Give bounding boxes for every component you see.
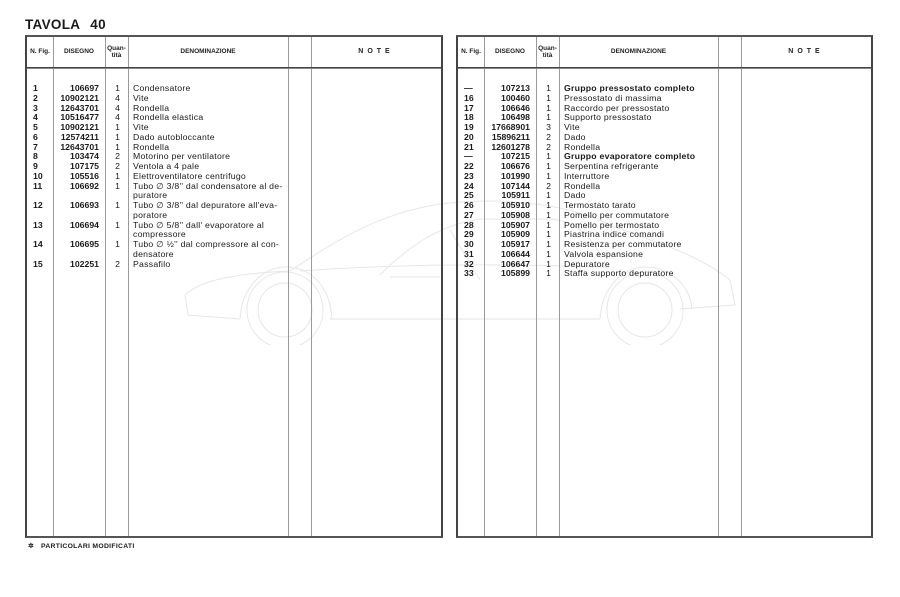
cell-denominazione: Rondella (133, 141, 170, 152)
cell-disegno: 10902121 (60, 92, 99, 103)
cell-fig: 8 (33, 151, 38, 162)
cell-quantita: 1 (546, 170, 551, 181)
cell-disegno: 105516 (70, 170, 99, 181)
cell-disegno: 106498 (501, 112, 530, 123)
cell-denominazione: Supporto pressostato (564, 112, 652, 123)
cell-disegno: 105917 (501, 239, 530, 249)
cell-disegno: 106697 (70, 83, 99, 93)
cell-disegno: 105899 (501, 268, 530, 279)
cell-quantita: 2 (115, 161, 120, 171)
footer-text: PARTICOLARI MODIFICATI (41, 543, 135, 550)
cell-disegno: 106646 (501, 102, 530, 113)
cell-quantita: 4 (115, 102, 120, 113)
cell-disegno: 100460 (501, 92, 530, 103)
cell-quantita: 1 (546, 161, 551, 171)
cell-disegno: 107213 (501, 83, 530, 93)
cell-fig: 20 (464, 131, 474, 142)
header-note: NOTE (788, 48, 824, 56)
cell-disegno: 12643701 (60, 102, 99, 113)
cell-fig: 27 (464, 209, 474, 220)
cell-fig: 28 (464, 219, 474, 230)
page-title (25, 17, 106, 32)
cell-disegno: 106693 (70, 200, 99, 210)
cell-disegno: 12574211 (60, 131, 99, 142)
cell-denominazione: Tubo ∅ 5/8'' dall' evaporatore al compressore (133, 219, 265, 240)
cell-fig: 33 (464, 268, 474, 279)
header-disegno: DISEGNO (495, 48, 525, 56)
cell-quantita: 1 (546, 200, 551, 210)
cell-disegno: 106694 (70, 219, 99, 230)
cell-fig: 10 (33, 170, 43, 181)
cell-quantita: 1 (115, 122, 120, 132)
cell-fig: 26 (464, 200, 474, 210)
header-denominazione: DENOMINAZIONE (180, 48, 236, 56)
cell-fig: 23 (464, 170, 474, 181)
cell-quantita: 1 (546, 229, 551, 240)
title-label: TAVOLA (25, 17, 81, 32)
cell-fig: 29 (464, 229, 474, 240)
cell-disegno: 17668901 (491, 122, 530, 132)
cell-fig: 16 (464, 92, 474, 103)
cell-denominazione: Piastrina indice comandi (564, 229, 665, 240)
cell-disegno: 106695 (70, 239, 99, 249)
cell-fig: 11 (33, 180, 43, 191)
table-row (27, 182, 441, 202)
cell-quantita: 1 (546, 151, 551, 162)
cell-quantita: 1 (115, 239, 120, 249)
cell-disegno: 101990 (501, 170, 530, 181)
table-row (27, 221, 441, 241)
cell-denominazione: Rondella (133, 102, 170, 113)
cell-quantita: 1 (546, 190, 551, 201)
cell-disegno: 105907 (501, 219, 530, 230)
cell-fig: 21 (464, 141, 474, 152)
cell-denominazione: Tubo ∅ ½'' dal compressore al con-densatore (133, 239, 280, 259)
cell-quantita: 1 (546, 219, 551, 230)
cell-quantita: 1 (546, 92, 551, 103)
parts-table-right (456, 35, 873, 538)
cell-fig: 17 (464, 102, 474, 113)
cell-quantita: 2 (546, 141, 551, 152)
cell-fig: 7 (33, 141, 38, 152)
cell-fig: — (464, 83, 473, 93)
cell-denominazione: Vite (564, 122, 580, 132)
cell-denominazione: Ventola a 4 pale (133, 161, 200, 171)
cell-fig: 22 (464, 161, 474, 171)
cell-fig: — (464, 151, 473, 162)
cell-denominazione: Pressostato di massima (564, 92, 662, 103)
cell-quantita: 1 (115, 219, 120, 230)
cell-disegno: 105908 (501, 209, 530, 220)
cell-disegno: 107175 (70, 161, 99, 171)
cell-denominazione: Staffa supporto depuratore (564, 268, 674, 279)
star-icon: ✲ (28, 543, 34, 550)
cell-quantita: 1 (546, 268, 551, 279)
parts-table-left (25, 35, 443, 538)
cell-quantita: 1 (546, 258, 551, 269)
cell-disegno: 103474 (70, 151, 99, 162)
cell-fig: 12 (33, 200, 43, 210)
cell-quantita: 1 (546, 83, 551, 93)
cell-denominazione: Tubo ∅ 3/8'' dal depuratore all'eva-poratore (133, 200, 278, 220)
cell-fig: 18 (464, 112, 474, 123)
cell-fig: 4 (33, 112, 38, 123)
cell-fig: 5 (33, 122, 38, 132)
header-note: NOTE (358, 48, 394, 56)
cell-quantita: 1 (115, 141, 120, 152)
cell-denominazione: Rondella (564, 141, 601, 152)
cell-disegno: 10902121 (60, 122, 99, 132)
cell-denominazione: Rondella elastica (133, 112, 204, 123)
cell-quantita: 3 (546, 122, 551, 132)
cell-denominazione: Valvola espansione (564, 248, 644, 259)
cell-denominazione: Dado (564, 131, 586, 142)
cell-disegno: 10516477 (60, 112, 99, 123)
header-disegno: DISEGNO (64, 48, 94, 56)
cell-quantita: 1 (546, 248, 551, 259)
cell-disegno: 107215 (501, 151, 530, 162)
cell-disegno: 106647 (501, 258, 530, 269)
cell-denominazione: Tubo ∅ 3/8'' dal condensatore al de-puratore (133, 180, 283, 201)
cell-quantita: 4 (115, 92, 120, 103)
header-fig: N. Fig. (30, 48, 50, 56)
cell-denominazione: Depuratore (564, 258, 610, 269)
cell-denominazione: Termostato tarato (564, 200, 636, 210)
cell-disegno: 102251 (70, 258, 99, 269)
table-row (27, 240, 441, 260)
cell-fig: 32 (464, 258, 474, 269)
header-quantita: Quan- tità (107, 44, 126, 59)
cell-disegno: 12601278 (491, 141, 530, 152)
table-number: 40 (90, 17, 106, 32)
cell-denominazione: Gruppo pressostato completo (564, 83, 695, 93)
cell-quantita: 1 (115, 200, 120, 210)
cell-fig: 15 (33, 258, 43, 269)
cell-quantita: 1 (546, 112, 551, 123)
rows-right (458, 84, 871, 279)
cell-fig: 24 (464, 180, 474, 191)
cell-quantita: 2 (546, 131, 551, 142)
header-denominazione: DENOMINAZIONE (610, 48, 667, 56)
cell-denominazione: Dado (564, 190, 586, 201)
cell-fig: 14 (33, 239, 43, 249)
cell-disegno: 106676 (501, 161, 530, 171)
cell-fig: 1 (33, 83, 38, 93)
cell-disegno: 107144 (501, 180, 530, 191)
cell-quantita: 1 (546, 239, 551, 249)
cell-disegno: 105910 (501, 200, 530, 210)
header-quantita: Quan- tità (538, 44, 557, 59)
cell-disegno: 105911 (501, 190, 530, 201)
cell-denominazione: Resistenza per commutatore (564, 239, 682, 249)
cell-fig: 3 (33, 102, 38, 113)
header-fig: N. Fig. (461, 48, 481, 56)
cell-denominazione: Pomello per termostato (564, 219, 660, 230)
cell-disegno: 106644 (501, 248, 530, 259)
cell-quantita: 2 (546, 180, 551, 191)
cell-fig: 2 (33, 92, 38, 103)
cell-quantita: 1 (115, 131, 120, 142)
cell-denominazione: Motorino per ventilatore (133, 151, 231, 162)
cell-disegno: 15896211 (491, 131, 530, 142)
cell-fig: 31 (464, 248, 474, 259)
table-row (27, 260, 441, 270)
cell-quantita: 1 (115, 83, 120, 93)
table-row (27, 201, 441, 221)
cell-fig: 13 (33, 219, 43, 230)
cell-denominazione: Gruppo evaporatore completo (564, 151, 696, 162)
cell-disegno: 106692 (70, 180, 99, 191)
cell-fig: 25 (464, 190, 474, 201)
cell-disegno: 12643701 (60, 141, 99, 152)
cell-denominazione: Interruttore (564, 170, 610, 181)
cell-quantita: 4 (115, 112, 120, 123)
cell-quantita: 2 (115, 151, 120, 162)
cell-denominazione: Passafilo (133, 258, 171, 269)
cell-denominazione: Pomello per commutatore (564, 209, 670, 220)
footer-note (28, 542, 135, 550)
table-row (458, 269, 871, 279)
cell-denominazione: Elettroventilatore centrifugo (133, 170, 247, 181)
cell-denominazione: Serpentina refrigerante (564, 161, 659, 171)
cell-fig: 9 (33, 161, 38, 171)
cell-fig: 30 (464, 239, 474, 249)
cell-fig: 6 (33, 131, 38, 142)
cell-denominazione: Dado autobloccante (133, 131, 215, 142)
cell-denominazione: Vite (133, 92, 149, 103)
cell-quantita: 1 (115, 180, 120, 191)
cell-denominazione: Rondella (564, 180, 601, 191)
cell-quantita: 2 (115, 258, 120, 269)
cell-denominazione: Raccordo per pressostato (564, 102, 670, 113)
cell-quantita: 1 (115, 170, 120, 181)
cell-denominazione: Vite (133, 122, 149, 132)
rows-left (27, 84, 441, 269)
cell-quantita: 1 (546, 102, 551, 113)
cell-quantita: 1 (546, 209, 551, 220)
cell-fig: 19 (464, 122, 474, 132)
cell-denominazione: Condensatore (133, 83, 191, 93)
cell-disegno: 105909 (501, 229, 530, 240)
